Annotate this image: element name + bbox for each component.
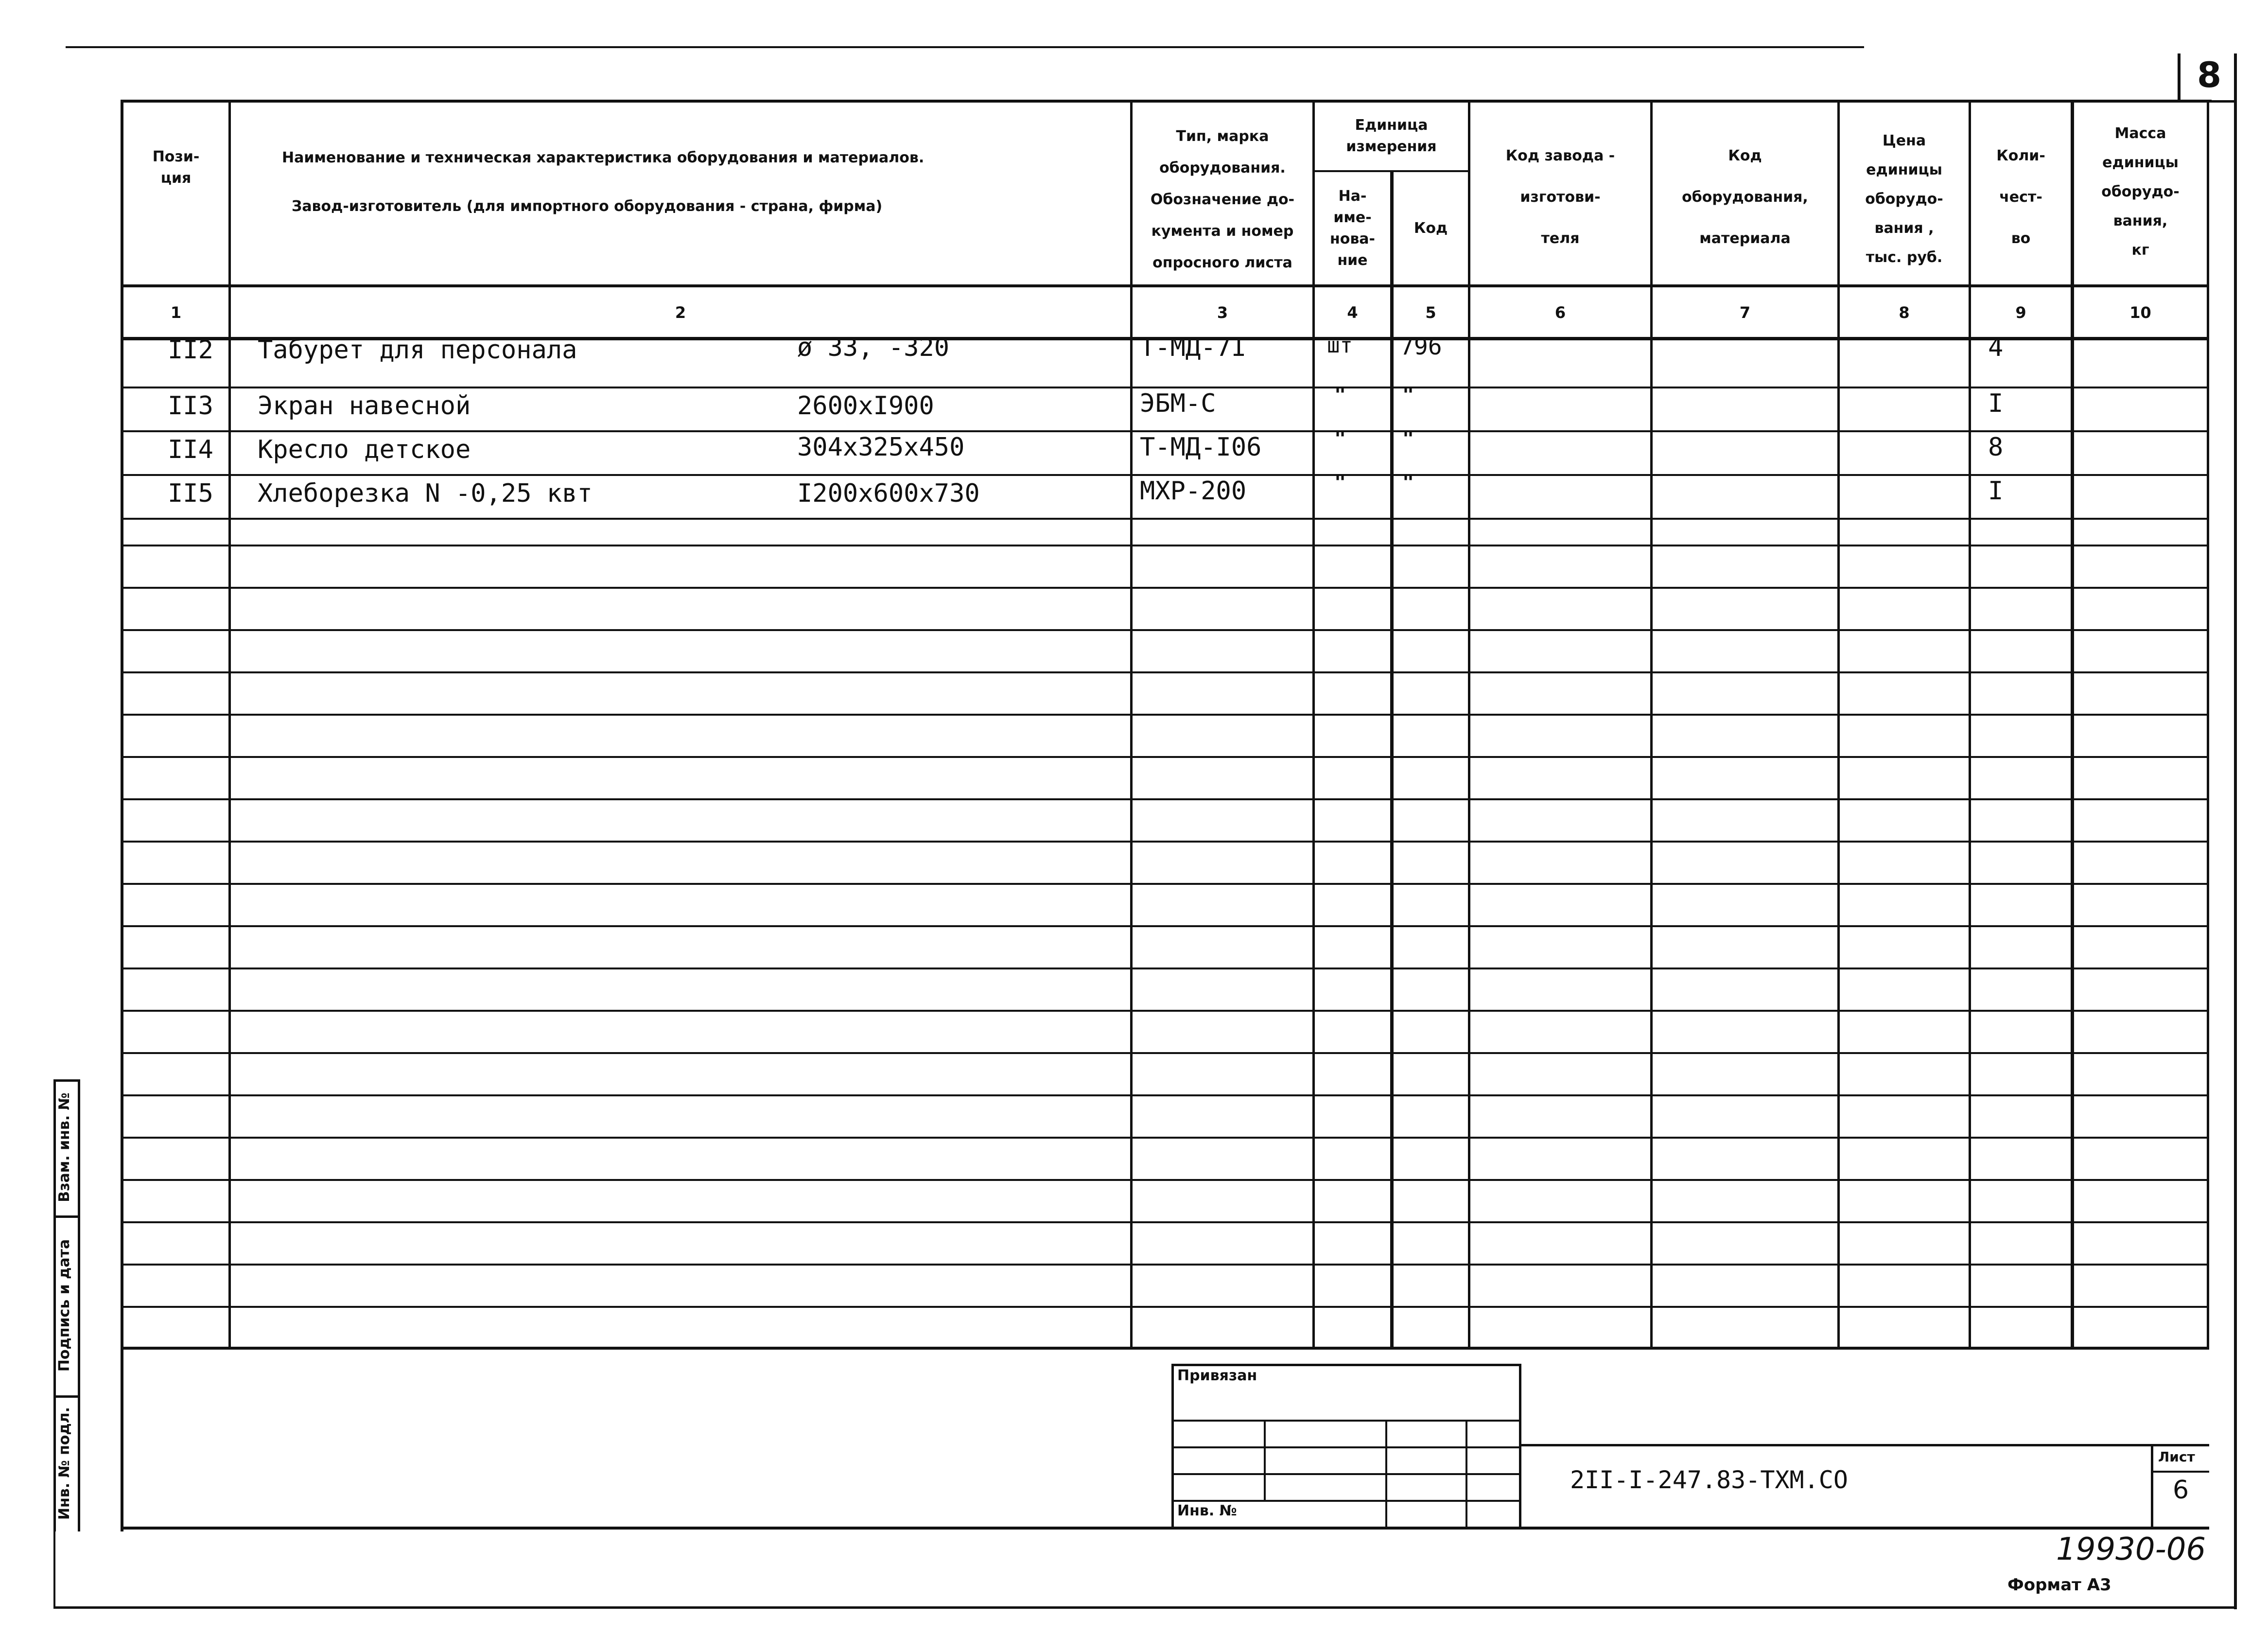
- handwritten-number: 19930-06: [2056, 1531, 2206, 1567]
- row-4-pos: II5: [168, 479, 213, 508]
- col-number-8: 8: [1899, 303, 1910, 322]
- header-name-1: Наименование и техническая характеристика оборудования и материалов.: [282, 149, 925, 166]
- header-qty: Коли- чест- во: [1996, 147, 2045, 247]
- row-1-code: 796: [1400, 333, 1442, 360]
- col-number-7: 7: [1739, 303, 1751, 322]
- stamp-sheet-div: [2151, 1471, 2209, 1473]
- table-row-line: [122, 430, 2209, 432]
- header-unit: Единица измерения: [1346, 117, 1437, 155]
- table-row-line: [122, 1137, 2209, 1139]
- sheet-number-box-border: [2178, 53, 2181, 102]
- table-row-line: [122, 545, 2209, 546]
- stamp-row2: [1171, 1446, 1521, 1448]
- row-3-name: Кресло детское: [258, 435, 471, 464]
- header-position: Пози- ция: [152, 148, 200, 187]
- side-stamp-tail: [53, 1529, 55, 1607]
- table-row-line: [122, 518, 2209, 520]
- table-row-line: [122, 925, 2209, 927]
- header-mass: Масса единицы оборудо- вания, кг: [2101, 125, 2180, 259]
- table-bottom-line: [122, 1347, 2209, 1350]
- header-unit-name: На- име- нова- ние: [1329, 188, 1376, 269]
- stamp-bound-label: Привязан: [1177, 1367, 1257, 1384]
- row-4-name: Хлеборезка N -0,25 квт: [258, 479, 593, 508]
- row-4-qty: I: [1988, 476, 2004, 506]
- col-line-4: [1390, 170, 1394, 1349]
- top-rule: [66, 46, 1864, 48]
- row-2-spec: 2600xI900: [797, 391, 934, 421]
- table-row-line: [122, 1052, 2209, 1054]
- header-plant-code: Код завода - изготови- теля: [1505, 147, 1615, 247]
- stamp-code-top: [1519, 1444, 2209, 1446]
- row-3-code: ": [1402, 428, 1414, 450]
- frame-right: [2234, 53, 2237, 1609]
- table-row-line: [122, 1264, 2209, 1266]
- row-4-spec: I200x600x730: [797, 479, 980, 508]
- row-2-unit: ": [1334, 384, 1346, 406]
- row-2-type: ЭБМ-С: [1140, 389, 1216, 418]
- format-label: Формат А3: [2007, 1575, 2111, 1595]
- row-1-unit: шт: [1327, 333, 1353, 358]
- table-row-line: [122, 387, 2209, 388]
- col-number-3: 3: [1217, 303, 1228, 322]
- stamp-inv-label: Инв. №: [1177, 1502, 1237, 1519]
- row-4-unit: ": [1334, 472, 1346, 494]
- row-1-type: Т-МД-7I: [1140, 333, 1247, 362]
- stamp-col3: [1465, 1420, 1467, 1529]
- header-equip-code: Код оборудования, материала: [1682, 147, 1808, 247]
- col-number-10: 10: [2129, 303, 2151, 322]
- stamp-sheet-label: Лист: [2158, 1449, 2195, 1465]
- row-2-code: ": [1402, 384, 1414, 406]
- table-row-line: [122, 756, 2209, 758]
- table-row-line: [122, 587, 2209, 589]
- side-label-replace-inv: Взам. инв. №: [56, 1092, 73, 1202]
- row-3-unit: ": [1334, 428, 1346, 450]
- row-2-pos: II3: [168, 391, 213, 421]
- row-3-pos: II4: [168, 435, 213, 464]
- col-number-9: 9: [2015, 303, 2026, 322]
- row-3-spec: 304x325x450: [797, 433, 965, 462]
- table-row-line: [122, 1179, 2209, 1181]
- sheet-number: 8: [2197, 54, 2222, 95]
- col-number-5: 5: [1425, 303, 1436, 322]
- header-bottom-line: [122, 284, 2209, 287]
- row-1-pos: II2: [168, 335, 213, 365]
- row-3-qty: 8: [1988, 433, 2004, 462]
- header-name-2: Завод-изготовитель (для импортного оборудования - страна, фирма): [292, 198, 883, 215]
- stamp-row1: [1171, 1420, 1521, 1422]
- table-row-line: [122, 798, 2209, 800]
- stamp-row3: [1171, 1473, 1521, 1475]
- row-1-spec: ø 33, -320: [797, 333, 950, 362]
- stamp-sheet-value: 6: [2173, 1476, 2189, 1505]
- table-row-line: [122, 841, 2209, 843]
- row-4-code: ": [1402, 472, 1414, 494]
- row-2-name: Экран навесной: [258, 391, 471, 421]
- table-row-line: [122, 671, 2209, 673]
- col-number-6: 6: [1554, 303, 1566, 322]
- table-row-line: [122, 714, 2209, 716]
- row-3-type: Т-МД-I06: [1140, 433, 1262, 462]
- stamp-sheet-left: [2151, 1444, 2153, 1529]
- header-price: Цена единицы оборудо- вания , тыс. руб.: [1865, 132, 1943, 266]
- table-row-line: [122, 968, 2209, 969]
- row-1-qty: 4: [1988, 333, 2004, 362]
- header-unit-code: Код: [1413, 220, 1448, 237]
- side-label-sign-date: Подпись и дата: [56, 1239, 73, 1372]
- row-1-name: Табурет для персонала: [258, 335, 577, 365]
- table-row-line: [122, 1306, 2209, 1308]
- header-type: Тип, марка оборудования. Обозначение до- кумента и номер опросного листа: [1150, 127, 1295, 271]
- stamp-col2: [1385, 1420, 1387, 1529]
- table-row-line: [122, 1221, 2209, 1223]
- table-row-line: [122, 1094, 2209, 1096]
- frame-top: [122, 100, 2212, 103]
- table-row-line: [122, 1010, 2209, 1012]
- frame-inner-bottom: [122, 1527, 2209, 1530]
- unit-header-divider: [1312, 170, 1470, 172]
- row-2-qty: I: [1988, 389, 2004, 418]
- stamp-col1: [1264, 1420, 1266, 1500]
- stamp-doc-code: 2II-I-247.83-TXM.CO: [1570, 1466, 1848, 1494]
- table-row-line: [122, 883, 2209, 885]
- side-stamp-mid: [78, 1079, 80, 1531]
- table-row-line: [122, 629, 2209, 631]
- table-row-line: [122, 474, 2209, 476]
- frame-bottom: [53, 1606, 2237, 1609]
- stamp-row4: [1171, 1500, 1521, 1502]
- row-4-type: МХР-200: [1140, 476, 1247, 506]
- stamp-top: [1171, 1364, 1521, 1366]
- side-label-inv-orig: Инв. № подл.: [56, 1407, 73, 1520]
- col-number-2: 2: [675, 303, 686, 322]
- col-number-1: 1: [170, 303, 182, 322]
- col-number-4: 4: [1347, 303, 1358, 322]
